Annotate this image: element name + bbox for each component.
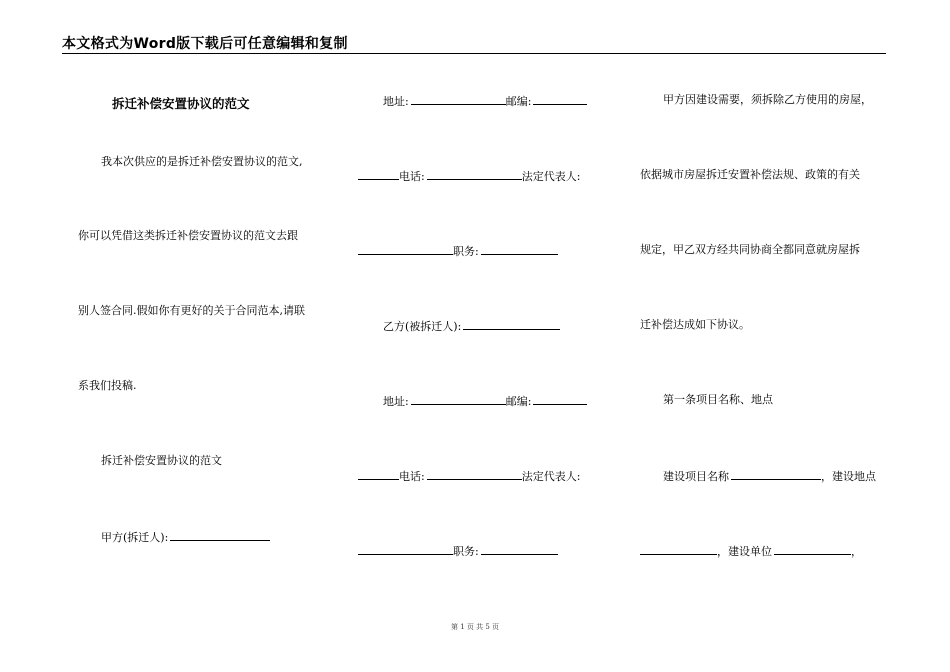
address-line-2: [383, 393, 587, 409]
clause-line-4: 迁补偿达成如下协议。: [640, 318, 750, 331]
position-label-2: 职务:: [453, 545, 479, 558]
party-a-line: [101, 529, 270, 545]
address-line: [383, 93, 587, 109]
party-b-label: 乙方(被拆迁人):: [383, 320, 462, 333]
intro-line-1: 我本次供应的是拆迁补偿安置协议的范文,: [101, 155, 303, 168]
postcode-label: 邮编:: [505, 95, 532, 108]
phone-pre-blank-2[interactable]: [358, 468, 399, 480]
position-blank-2[interactable]: [481, 543, 558, 555]
address-label-2: 地址:: [383, 395, 409, 408]
header-rule: [62, 53, 886, 54]
unit-end-comma: ，: [851, 545, 862, 558]
position-pre-blank[interactable]: [358, 243, 453, 255]
intro-line-2: 你可以凭借这类拆迁补偿安置协议的范文去跟: [78, 229, 298, 242]
phone-blank-2[interactable]: [427, 468, 522, 480]
postcode-blank-2[interactable]: [533, 393, 587, 405]
phone-line-2: [358, 468, 580, 484]
unit-blank[interactable]: [774, 543, 851, 555]
document-title: 拆迁补偿安置协议的范文: [112, 96, 250, 111]
address-blank-2[interactable]: [411, 393, 506, 405]
site-blank[interactable]: [640, 543, 717, 555]
unit-line: [640, 543, 862, 559]
phone-line: [358, 168, 580, 184]
position-line-2: [358, 543, 558, 559]
phone-blank[interactable]: [427, 168, 522, 180]
address-label: 地址:: [383, 95, 409, 108]
intro-line-3: 别人签合同.假如你有更好的关于合同范本,请联: [78, 304, 305, 317]
page-footer: 第 1 页 共 5 页: [450, 623, 500, 631]
party-b-blank[interactable]: [463, 318, 560, 330]
project-name-line: [663, 468, 876, 484]
party-a-label: 甲方(拆迁人):: [101, 531, 169, 544]
position-blank[interactable]: [481, 243, 558, 255]
clause-line-3: 规定，甲乙双方经共同协商全都同意就房屋拆: [640, 243, 860, 256]
position-label: 职务:: [453, 245, 479, 258]
phone-pre-blank[interactable]: [358, 168, 399, 180]
party-b-line: [383, 318, 560, 334]
phone-label-2: 电话:: [399, 470, 425, 483]
party-a-blank[interactable]: [170, 529, 270, 541]
unit-label: ，建设单位: [717, 545, 772, 558]
site-label: ，建设地点: [821, 470, 876, 483]
clause-line-1: 甲方因建设需要，须拆除乙方使用的房屋，: [663, 93, 872, 106]
phone-label: 电话:: [399, 170, 425, 183]
project-name-label: 建设项目名称: [663, 470, 729, 483]
page-header: 本文格式为Word版下载后可任意编辑和复制: [62, 36, 348, 52]
legal-rep-label-2: 法定代表人:: [521, 470, 581, 483]
legal-rep-label: 法定代表人:: [521, 170, 581, 183]
article-1-heading: 第一条项目名称、地点: [663, 393, 773, 406]
project-name-blank[interactable]: [731, 468, 821, 480]
subtitle: 拆迁补偿安置协议的范文: [101, 454, 222, 467]
clause-line-2: 依据城市房屋拆迁安置补偿法规、政策的有关: [640, 168, 860, 181]
address-blank[interactable]: [411, 93, 506, 105]
position-line: [358, 243, 558, 259]
position-pre-blank-2[interactable]: [358, 543, 453, 555]
postcode-label-2: 邮编:: [505, 395, 532, 408]
intro-line-4: 系我们投稿.: [78, 379, 137, 392]
postcode-blank[interactable]: [533, 93, 587, 105]
